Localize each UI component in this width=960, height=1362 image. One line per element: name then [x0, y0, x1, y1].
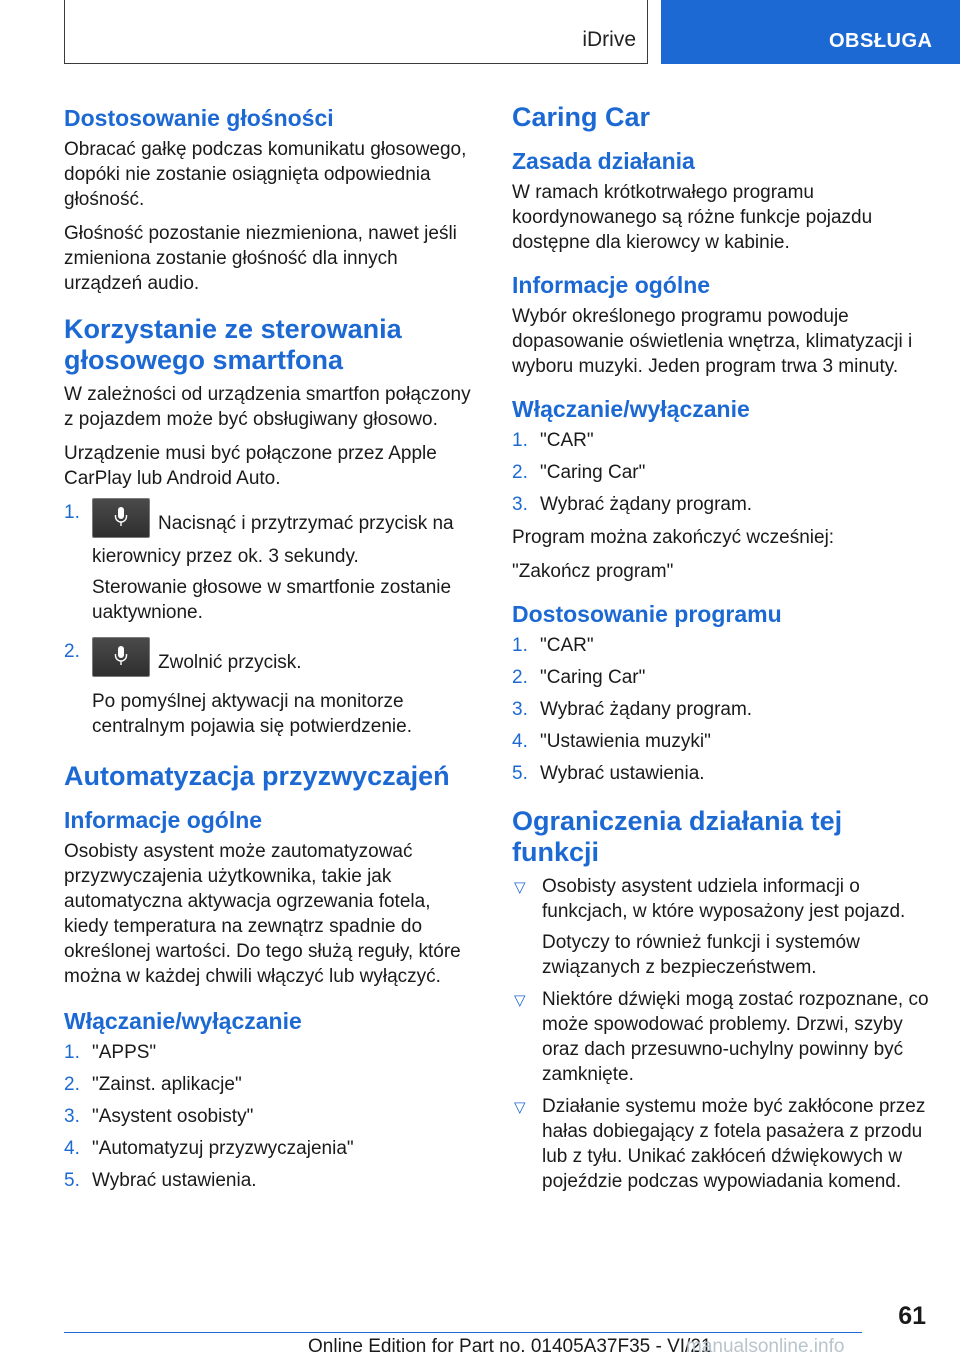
list-item: ▽ Osobisty asystent udziela informacji o funkcjach, w które wyposażony jest pojazd. Dotyczy to również funkcji i systemów związanych z bezpieczeństwem.	[514, 876, 906, 978]
subheading-on-off: Włączanie/wyłączanie	[64, 1008, 302, 1034]
paragraph: W zależności od urządzenia smartfon połączony z pojazdem może być obsługiwany głosowo.	[64, 384, 471, 430]
paragraph: Program można zakończyć wcześniej:	[512, 527, 835, 548]
list-item: ▽ Niektóre dźwięki mogą zostać rozpoznane, co może spowodować problemy. Drzwi, szyby oraz dach przesuwno-uchylny powinny być zamknięte.	[514, 989, 929, 1085]
paragraph: Głośność pozostanie niezmieniona, nawet jeśli zmieniona zostanie głośność dla innych urządzeń audio.	[64, 223, 457, 294]
list-item: 3. Wybrać żądany program.	[512, 494, 753, 515]
footer-edition: Online Edition for Part no. 01405A37F35 - VI/21	[308, 1336, 712, 1357]
subheading-on-off: Włączanie/wyłączanie	[512, 396, 750, 422]
step-text: Zwolnić przycisk.	[158, 652, 302, 674]
list-item: 2. "Zainst. aplikacje"	[64, 1074, 242, 1095]
steps-list	[64, 1040, 478, 1193]
page-number: 61	[898, 1302, 926, 1330]
list-item: 1. "APPS"	[64, 1042, 157, 1063]
step-number: 1.	[64, 502, 80, 523]
paragraph: "Zakończ program"	[512, 561, 674, 582]
header-frame	[64, 0, 648, 64]
step-result: Sterowanie głosowe w smartfonie zostanie uaktywnione.	[92, 577, 452, 623]
list-item: 4. "Automatyzuj przyzwyczajenia"	[64, 1138, 354, 1159]
heading-caring-car: Caring Car	[512, 102, 651, 132]
step-text: Nacisnąć i przytrzymać przycisk na kierownicy przez ok. 3 sekundy.	[92, 513, 454, 567]
list-item: 2. "Caring Car"	[512, 667, 646, 688]
paragraph: Urządzenie musi być połączone przez Apple CarPlay lub Android Auto.	[64, 443, 437, 489]
step-number: 2.	[64, 641, 80, 662]
triangle-bullet-icon: ▽	[514, 992, 526, 1009]
list-item: 4. "Ustawienia muzyki"	[512, 731, 711, 752]
footer-divider	[64, 1332, 862, 1333]
list-item: 1. "CAR"	[512, 430, 594, 451]
header-chapter-tab: OBSŁUGA	[661, 0, 960, 64]
heading-habits: Automatyzacja przyzwyczajeń	[64, 761, 450, 791]
subheading-principle: Zasada działania	[512, 148, 695, 174]
step-result: Po pomyślnej aktywacji na monitorze centralnym pojawia się potwierdzenie.	[92, 691, 412, 737]
paragraph: W ramach krótkotrwałego programu koordynowanego są różne funkcje pojazdu dostępne dla kierowcy w kabinie.	[512, 182, 873, 253]
list-item: 3. Wybrać żądany program.	[512, 699, 753, 720]
steps-list	[64, 500, 478, 739]
list-item: ▽ Działanie systemu może być zakłócone przez hałas dobiegający z fotela pasażera z przodu lub z tyłu. Unikać zakłóceń dźwiękowych w pojeździe podczas wypowiadania komend.	[514, 1096, 926, 1192]
triangle-bullet-icon: ▽	[514, 1099, 526, 1116]
subheading-general: Informacje ogólne	[64, 807, 263, 833]
steps-list	[512, 633, 930, 786]
list-item	[64, 639, 478, 739]
list-item: 1. "CAR"	[512, 635, 594, 656]
triangle-bullet-icon: ▽	[514, 879, 526, 896]
microphone-button-icon	[92, 498, 150, 538]
list-item: 5. Wybrać ustawienia.	[64, 1170, 257, 1191]
microphone-button-icon	[92, 637, 150, 677]
steps-list	[512, 428, 930, 517]
heading-smartphone-voice: Korzystanie ze sterowania głosowego smartfona	[64, 314, 402, 375]
heading-volume: Dostosowanie głośności	[64, 105, 334, 131]
footer-watermark: manualsonline.info	[686, 1336, 845, 1357]
paragraph: Wybór określonego programu powoduje dopasowanie oświetlenia wnętrza, klimatyzacji i wyboru muzyki. Jeden program trwa 3 minuty.	[512, 306, 913, 377]
list-item: 3. "Asystent osobisty"	[64, 1106, 254, 1127]
list-item: 5. Wybrać ustawienia.	[512, 763, 705, 784]
heading-limitations: Ograniczenia działania tej funkcji	[512, 806, 843, 867]
subheading-adjust-program: Dostosowanie programu	[512, 601, 782, 627]
list-item	[64, 500, 478, 625]
left-column	[64, 100, 478, 1201]
paragraph: Osobisty asystent może zautomatyzować przyzwyczajenia użytkownika, takie jak automatyczna aktywacja ogrzewania fotela, kiedy temperatura na zewnątrz spadnie do określonej wartości. Do tego służą reguły, które można w każdej chwili włączyć lub wyłączyć.	[64, 841, 461, 987]
bullet-list	[512, 874, 930, 1194]
header-section-label: iDrive	[582, 28, 636, 51]
paragraph: Obracać gałkę podczas komunikatu głosowego, dopóki nie zostanie osiągnięta odpowiednia głośność.	[64, 139, 467, 210]
subheading-general: Informacje ogólne	[512, 272, 711, 298]
right-column	[512, 100, 930, 1202]
list-item: 2. "Caring Car"	[512, 462, 646, 483]
